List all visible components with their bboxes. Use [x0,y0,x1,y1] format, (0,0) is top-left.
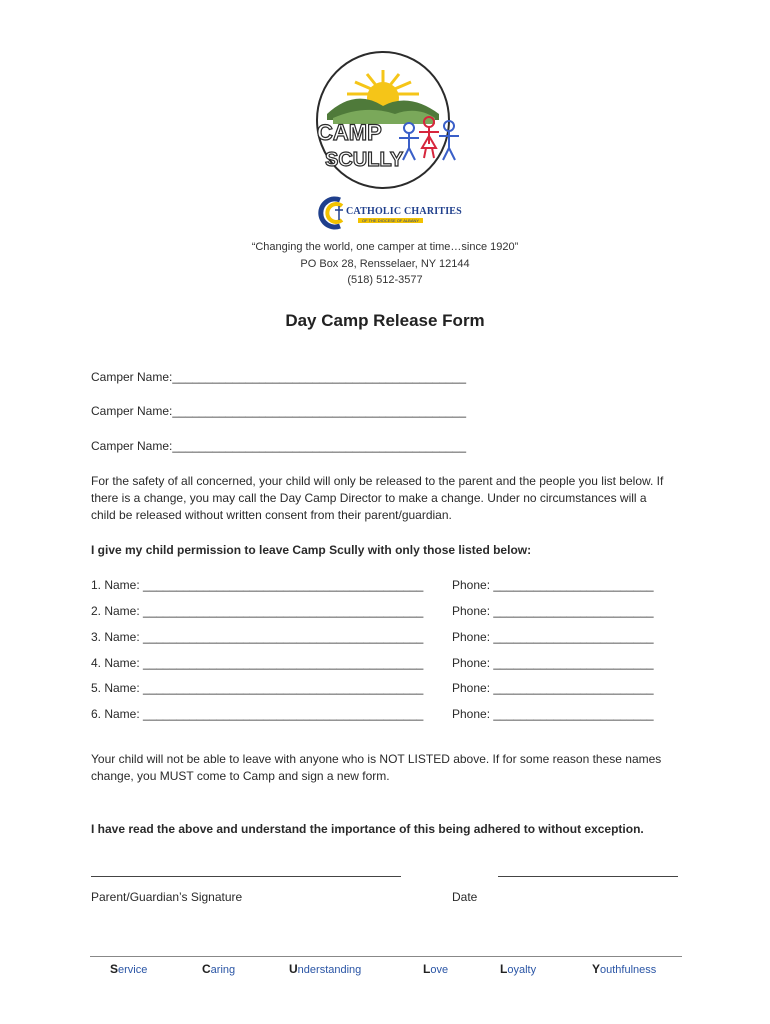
signature-line[interactable] [91,876,401,877]
authorized-name-field[interactable]: 1. Name: __________________________________________ [91,578,424,592]
address: PO Box 28, Rensselaer, NY 12144 [300,258,470,270]
camper-name-field-3[interactable]: Camper Name:____________________________________________ [91,439,467,453]
date-label: Date [452,890,478,904]
camper-name-field-1[interactable]: Camper Name:____________________________________________ [91,370,467,384]
intro-paragraph: For the safety of all concerned, your child will only be released to the parent and the people you list below. If there is a change, you may call the Day Camp Director to make a change. Under no circumstances will a child be released without written consent from their parent/guardian. [91,474,664,522]
authorized-person-row-5 [91,681,691,697]
form-title: Day Camp Release Form [285,311,485,330]
svg-text:CAMP: CAMP [317,120,382,145]
authorized-phone-field[interactable]: Phone: ________________________ [452,630,654,644]
partner-subtitle: OF THE DIOCESE OF ALBANY [358,218,423,223]
authorized-phone-field[interactable]: Phone: ________________________ [452,578,654,592]
notice-paragraph: Your child will not be able to leave with anyone who is NOT LISTED above. If for some reason these names change, you MUST come to Camp and sign a new form. [91,752,662,783]
tagline: “Changing the world, one camper at time…since 1920” [251,241,519,253]
authorized-phone-field[interactable]: Phone: ________________________ [452,604,654,618]
camp-scully-logo [305,48,465,198]
authorized-person-row-3 [91,630,691,646]
authorized-name-field[interactable]: 6. Name: __________________________________________ [91,707,424,721]
date-line[interactable] [498,876,678,877]
acknowledgement-statement: I have read the above and understand the importance of this being adhered to without exception. [91,822,644,836]
value-loyalty: Loyalty [500,962,537,976]
authorized-phone-field[interactable]: Phone: ________________________ [452,656,654,670]
authorized-phone-field[interactable]: Phone: ________________________ [452,681,654,695]
authorized-name-field[interactable]: 4. Name: __________________________________________ [91,656,424,670]
authorized-person-row-6 [91,707,691,723]
phone-number: (518) 512-3577 [347,274,423,286]
value-service: Service [110,962,148,976]
permission-heading: I give my child permission to leave Camp Scully with only those listed below: [91,543,532,557]
value-caring: Caring [202,962,236,976]
svg-text:SCULLY: SCULLY [325,149,404,171]
signature-label: Parent/Guardian’s Signature [91,890,243,904]
authorized-name-field[interactable]: 3. Name: __________________________________________ [91,630,424,644]
catholic-charities-logo [318,196,462,232]
authorized-name-field[interactable]: 5. Name: __________________________________________ [91,681,424,695]
value-understanding: Understanding [289,962,362,976]
value-youthfulness: Youthfulness [592,962,657,976]
footer-divider [90,956,682,957]
authorized-name-field[interactable]: 2. Name: __________________________________________ [91,604,424,618]
camper-name-field-2[interactable]: Camper Name:____________________________________________ [91,404,467,418]
partner-name: CATHOLIC CHARITIES [346,206,462,217]
value-love: Love [423,962,449,976]
authorized-person-row-4 [91,656,691,672]
authorized-person-row-1 [91,578,691,594]
authorized-person-row-2 [91,604,691,620]
authorized-phone-field[interactable]: Phone: ________________________ [452,707,654,721]
camp-values-footer [0,962,770,978]
